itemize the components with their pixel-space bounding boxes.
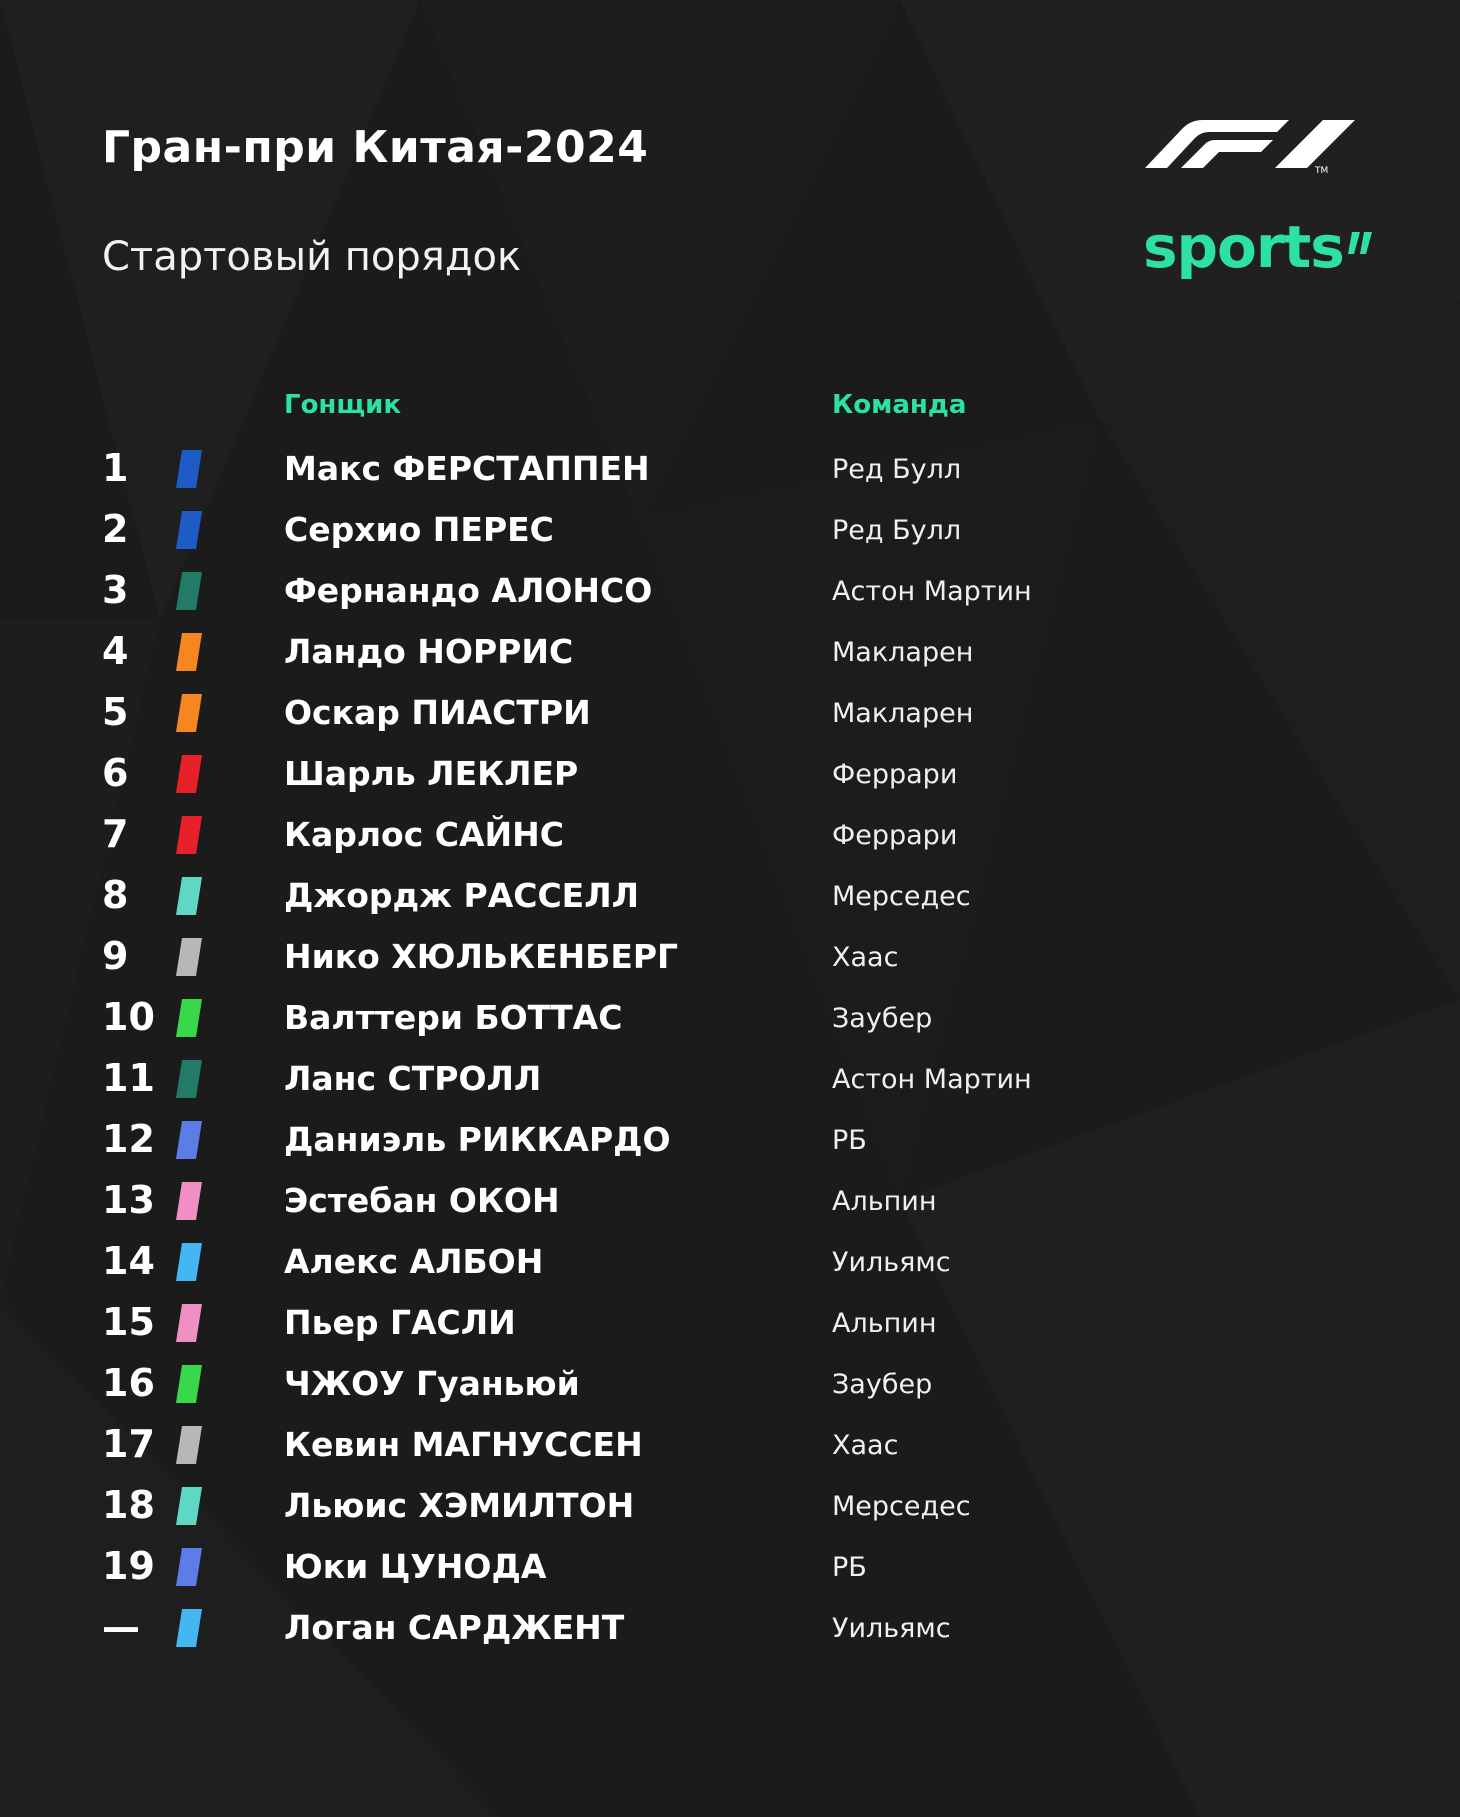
driver-name: Карлос САЙНС [284, 815, 564, 854]
driver-name: Даниэль РИККАРДО [284, 1120, 671, 1159]
driver-name: Валттери БОТТАС [284, 998, 623, 1037]
grid-row [0, 1355, 1460, 1416]
driver-name: Логан САРДЖЕНТ [284, 1608, 625, 1647]
team-name: Заубер [832, 1369, 933, 1400]
driver-name: Алекс АЛБОН [284, 1242, 544, 1281]
driver-name: Ланс СТРОЛЛ [284, 1059, 542, 1098]
driver-name: Нико ХЮЛЬКЕНБЕРГ [284, 937, 679, 976]
grid-row [0, 928, 1460, 989]
grid-row [0, 501, 1460, 562]
driver-name: Серхио ПЕРЕС [284, 510, 554, 549]
grid-row [0, 1599, 1460, 1660]
team-name: Ред Булл [832, 454, 962, 485]
team-color-stripe-icon [176, 1609, 202, 1647]
team-color-stripe-icon [176, 1548, 202, 1586]
team-name: Астон Мартин [832, 1064, 1032, 1095]
page-title: Гран-при Китая-2024 [102, 122, 649, 173]
grid-position: 12 [102, 1117, 155, 1161]
grid-position: 5 [102, 690, 129, 734]
team-name: Макларен [832, 698, 974, 729]
team-color-stripe-icon [176, 1121, 202, 1159]
grid-position: 11 [102, 1056, 155, 1100]
grid-position: 17 [102, 1422, 155, 1466]
grid-row [0, 1477, 1460, 1538]
page-subtitle: Стартовый порядок [102, 234, 522, 280]
team-color-stripe-icon [176, 1365, 202, 1403]
driver-name: Макс ФЕРСТАППЕН [284, 449, 650, 488]
team-color-stripe-icon [176, 1304, 202, 1342]
team-name: Феррари [832, 820, 958, 851]
team-color-stripe-icon [176, 999, 202, 1037]
grid-row [0, 684, 1460, 745]
team-color-stripe-icon [176, 938, 202, 976]
grid-row [0, 1294, 1460, 1355]
driver-name: Ландо НОРРИС [284, 632, 574, 671]
team-color-stripe-icon [176, 450, 202, 488]
grid-position: 2 [102, 507, 129, 551]
grid-position: 3 [102, 568, 129, 612]
sports-logo: sports [1143, 213, 1344, 281]
team-name: Заубер [832, 1003, 933, 1034]
team-color-stripe-icon [176, 1487, 202, 1525]
driver-name: Джордж РАССЕЛЛ [284, 876, 640, 915]
grid-position: 19 [102, 1544, 155, 1588]
team-color-stripe-icon [176, 1426, 202, 1464]
team-name: РБ [832, 1552, 867, 1583]
driver-name: Эстебан ОКОН [284, 1181, 560, 1220]
team-name: Уильямс [832, 1247, 951, 1278]
team-name: Альпин [832, 1186, 937, 1217]
grid-row [0, 1538, 1460, 1599]
driver-name: Шарль ЛЕКЛЕР [284, 754, 579, 793]
team-name: Уильямс [832, 1613, 951, 1644]
team-color-stripe-icon [176, 572, 202, 610]
driver-name: Пьер ГАСЛИ [284, 1303, 516, 1342]
grid-position: 7 [102, 812, 129, 856]
grid-row [0, 562, 1460, 623]
grid-row [0, 867, 1460, 928]
grid-row [0, 1172, 1460, 1233]
team-name: Макларен [832, 637, 974, 668]
grid-position: 18 [102, 1483, 155, 1527]
grid-position: 8 [102, 873, 129, 917]
grid-row [0, 440, 1460, 501]
team-color-stripe-icon [176, 633, 202, 671]
grid-position: 1 [102, 446, 129, 490]
team-name: Феррари [832, 759, 958, 790]
grid-position: 4 [102, 629, 129, 673]
grid-row [0, 1416, 1460, 1477]
team-name: Мерседес [832, 881, 971, 912]
driver-name: Кевин МАГНУССЕН [284, 1425, 643, 1464]
driver-name: Льюис ХЭМИЛТОН [284, 1486, 635, 1525]
driver-name: Оскар ПИАСТРИ [284, 693, 591, 732]
team-name: РБ [832, 1125, 867, 1156]
grid-row [0, 745, 1460, 806]
team-color-stripe-icon [176, 694, 202, 732]
driver-column-header: Гонщик [284, 390, 401, 420]
team-column-header: Команда [832, 390, 967, 420]
sports-ticks-icon [1348, 232, 1374, 254]
f1-tm-mark: TM [1315, 166, 1329, 174]
driver-name: Юки ЦУНОДА [284, 1547, 547, 1586]
grid-position: — [102, 1605, 140, 1649]
grid-position: 13 [102, 1178, 155, 1222]
team-name: Мерседес [832, 1491, 971, 1522]
grid-row [0, 1233, 1460, 1294]
grid-row [0, 806, 1460, 867]
grid-position: 15 [102, 1300, 155, 1344]
team-name: Ред Булл [832, 515, 962, 546]
team-name: Хаас [832, 942, 899, 973]
team-name: Альпин [832, 1308, 937, 1339]
grid-row [0, 989, 1460, 1050]
team-color-stripe-icon [176, 1243, 202, 1281]
grid-position: 9 [102, 934, 129, 978]
team-color-stripe-icon [176, 511, 202, 549]
team-color-stripe-icon [176, 1060, 202, 1098]
team-color-stripe-icon [176, 816, 202, 854]
grid-position: 10 [102, 995, 155, 1039]
grid-position: 14 [102, 1239, 155, 1283]
grid-position: 16 [102, 1361, 155, 1405]
team-color-stripe-icon [176, 1182, 202, 1220]
grid-row [0, 623, 1460, 684]
grid-position: 6 [102, 751, 129, 795]
team-color-stripe-icon [176, 877, 202, 915]
team-name: Астон Мартин [832, 576, 1032, 607]
team-color-stripe-icon [176, 755, 202, 793]
f1-logo-icon [1143, 114, 1357, 174]
grid-row [0, 1111, 1460, 1172]
grid-row [0, 1050, 1460, 1111]
driver-name: Фернандо АЛОНСО [284, 571, 653, 610]
team-name: Хаас [832, 1430, 899, 1461]
driver-name: ЧЖОУ Гуаньюй [284, 1364, 580, 1403]
